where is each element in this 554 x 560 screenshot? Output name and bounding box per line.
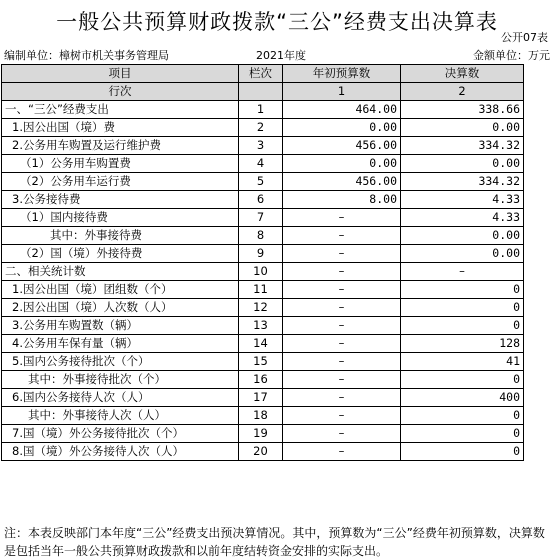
table-row <box>2 101 524 119</box>
row-column-no: 1 <box>239 101 283 119</box>
row-item-label: （1）国内接待费 <box>2 209 239 227</box>
header-column-no: 栏次 <box>239 65 283 83</box>
row-final-value: 4.33 <box>401 209 524 227</box>
row-budget-value: 0.00 <box>283 119 401 137</box>
row-final-value: 41 <box>401 353 524 371</box>
table-row <box>2 245 524 263</box>
row-budget-value: – <box>283 443 401 461</box>
row-item-label: 8.国（境）外公务接待人次（人） <box>2 443 239 461</box>
amount-unit: 金额单位：万元 <box>473 49 550 62</box>
row-item-label: 3.公务用车购置数（辆） <box>2 317 239 335</box>
table-row <box>2 353 524 371</box>
row-budget-value: – <box>283 263 401 281</box>
row-item-label: 1.因公出国（境）团组数（个） <box>2 281 239 299</box>
compiling-unit: 编制单位：樟树市机关事务管理局 <box>4 49 169 62</box>
row-final-value: 0 <box>401 299 524 317</box>
table-note: 注：本表反映部门本年度“三公”经费支出预决算情况。其中，预算数为“三公”经费年初预算数，决算数是包括当年一般公共预算财政拨款和以前年度结转资金安排的实际支出。 <box>4 526 545 558</box>
table-row <box>2 299 524 317</box>
row-final-value: 0 <box>401 317 524 335</box>
row-item-label: （2）国（境）外接待费 <box>2 245 239 263</box>
row-final-value: 334.32 <box>401 137 524 155</box>
row-budget-value: – <box>283 227 401 245</box>
table-subheader-row <box>2 83 524 101</box>
row-budget-value: – <box>283 407 401 425</box>
row-item-label: 二、相关统计数 <box>2 263 239 281</box>
row-column-no: 9 <box>239 245 283 263</box>
row-item-label: 2.因公出国（境）人次数（人） <box>2 299 239 317</box>
table-row <box>2 119 524 137</box>
subheader-budget: 1 <box>283 83 401 101</box>
row-final-value: 0 <box>401 407 524 425</box>
subheader-final: 2 <box>401 83 524 101</box>
table-header-row <box>2 65 524 83</box>
row-final-value: 4.33 <box>401 191 524 209</box>
subheader-column-no <box>239 83 283 101</box>
row-column-no: 15 <box>239 353 283 371</box>
row-budget-value: – <box>283 299 401 317</box>
row-budget-value: 456.00 <box>283 173 401 191</box>
row-item-label: 一、“三公”经费支出 <box>2 101 239 119</box>
header-final: 决算数 <box>401 65 524 83</box>
row-budget-value: – <box>283 209 401 227</box>
row-column-no: 5 <box>239 173 283 191</box>
row-final-value: 0 <box>401 371 524 389</box>
row-budget-value: 456.00 <box>283 137 401 155</box>
row-column-no: 7 <box>239 209 283 227</box>
row-column-no: 19 <box>239 425 283 443</box>
row-item-label: （2）公务用车运行费 <box>2 173 239 191</box>
row-column-no: 12 <box>239 299 283 317</box>
table-row <box>2 155 524 173</box>
table-row <box>2 389 524 407</box>
row-final-value: 0.00 <box>401 119 524 137</box>
row-budget-value: – <box>283 317 401 335</box>
table-row <box>2 263 524 281</box>
row-budget-value: – <box>283 245 401 263</box>
row-column-no: 10 <box>239 263 283 281</box>
row-column-no: 16 <box>239 371 283 389</box>
row-item-label: （1）公务用车购置费 <box>2 155 239 173</box>
table-row <box>2 191 524 209</box>
row-column-no: 18 <box>239 407 283 425</box>
row-column-no: 20 <box>239 443 283 461</box>
expenditure-table <box>1 64 524 461</box>
table-row <box>2 227 524 245</box>
row-final-value: 338.66 <box>401 101 524 119</box>
table-row <box>2 407 524 425</box>
row-budget-value: 0.00 <box>283 155 401 173</box>
row-column-no: 8 <box>239 227 283 245</box>
report-title: 一般公共预算财政拨款“三公”经费支出决算表 <box>56 10 498 34</box>
row-final-value: 128 <box>401 335 524 353</box>
row-budget-value: – <box>283 281 401 299</box>
row-budget-value: 8.00 <box>283 191 401 209</box>
row-item-label: 2.公务用车购置及运行维护费 <box>2 137 239 155</box>
row-column-no: 11 <box>239 281 283 299</box>
row-column-no: 3 <box>239 137 283 155</box>
row-item-label: 其中：外事接待批次（个） <box>2 371 239 389</box>
row-budget-value: – <box>283 353 401 371</box>
row-budget-value: 464.00 <box>283 101 401 119</box>
header-item: 项目 <box>2 65 239 83</box>
row-final-value: 0 <box>401 443 524 461</box>
row-column-no: 4 <box>239 155 283 173</box>
row-final-value: 0 <box>401 281 524 299</box>
row-item-label: 4.公务用车保有量（辆） <box>2 335 239 353</box>
row-item-label: 其中：外事接待费 <box>2 227 239 245</box>
table-row <box>2 335 524 353</box>
row-column-no: 13 <box>239 317 283 335</box>
table-row <box>2 137 524 155</box>
row-final-value: – <box>401 263 524 281</box>
row-budget-value: – <box>283 425 401 443</box>
table-row <box>2 317 524 335</box>
row-budget-value: – <box>283 371 401 389</box>
row-column-no: 14 <box>239 335 283 353</box>
table-row <box>2 209 524 227</box>
table-row <box>2 425 524 443</box>
row-item-label: 6.国内公务接待人次（人） <box>2 389 239 407</box>
document-code: 公开07表 <box>501 31 548 44</box>
row-final-value: 0.00 <box>401 227 524 245</box>
row-budget-value: – <box>283 335 401 353</box>
header-budget: 年初预算数 <box>283 65 401 83</box>
row-column-no: 6 <box>239 191 283 209</box>
row-final-value: 0.00 <box>401 155 524 173</box>
row-item-label: 7.国（境）外公务接待批次（个） <box>2 425 239 443</box>
row-budget-value: – <box>283 389 401 407</box>
row-item-label: 3.公务接待费 <box>2 191 239 209</box>
row-item-label: 5.国内公务接待批次（个） <box>2 353 239 371</box>
subheader-item: 行次 <box>2 83 239 101</box>
row-final-value: 0.00 <box>401 245 524 263</box>
row-column-no: 2 <box>239 119 283 137</box>
row-final-value: 0 <box>401 425 524 443</box>
row-final-value: 400 <box>401 389 524 407</box>
row-final-value: 334.32 <box>401 173 524 191</box>
report-year: 2021年度 <box>256 49 306 62</box>
table-row <box>2 173 524 191</box>
row-column-no: 17 <box>239 389 283 407</box>
table-row <box>2 443 524 461</box>
table-row <box>2 281 524 299</box>
row-item-label: 其中：外事接待人次（人） <box>2 407 239 425</box>
row-item-label: 1.因公出国（境）费 <box>2 119 239 137</box>
table-row <box>2 371 524 389</box>
